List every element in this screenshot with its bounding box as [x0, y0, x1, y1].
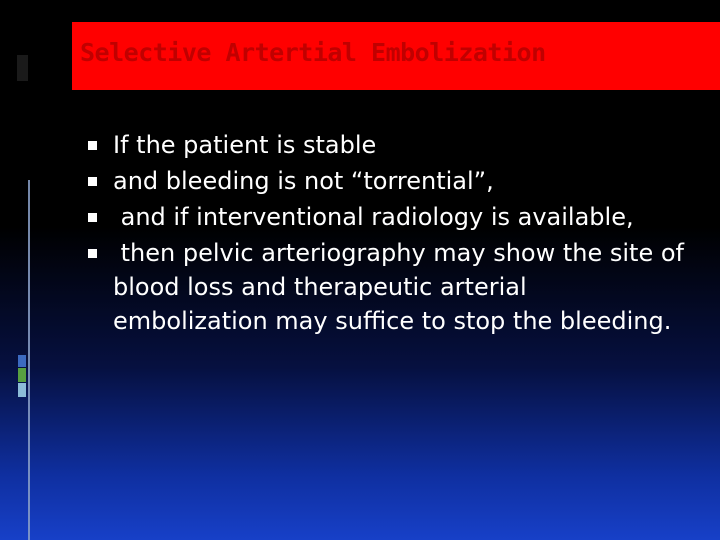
square-bullet-icon: [88, 141, 97, 150]
bullet-text: and bleeding is not “torrential”,: [113, 167, 494, 195]
bullet-text: and if interventional radiology is available,: [113, 203, 634, 231]
left-accent-bar: [17, 55, 28, 81]
bullet-item: [88, 128, 688, 162]
square-bullet-icon: [88, 249, 97, 258]
bullet-item: [88, 200, 688, 234]
bullet-list: [88, 128, 692, 340]
bullet-item: [88, 236, 692, 338]
left-accent-stripe-lightblue: [18, 383, 26, 397]
square-bullet-icon: [88, 177, 97, 186]
left-accent-stripe-blue: [18, 355, 26, 367]
bullet-text: If the patient is stable: [113, 131, 377, 159]
left-accent-stripe-green: [18, 368, 26, 382]
slide-title: Selective Artertial Embolization: [80, 38, 546, 67]
bullet-item: [88, 164, 688, 198]
square-bullet-icon: [88, 213, 97, 222]
title-banner: [72, 22, 720, 90]
bullet-text: then pelvic arteriography may show the site of blood loss and therapeutic arterial embolization may suffice to stop the bleeding.: [113, 239, 692, 335]
left-vertical-line: [28, 180, 30, 540]
